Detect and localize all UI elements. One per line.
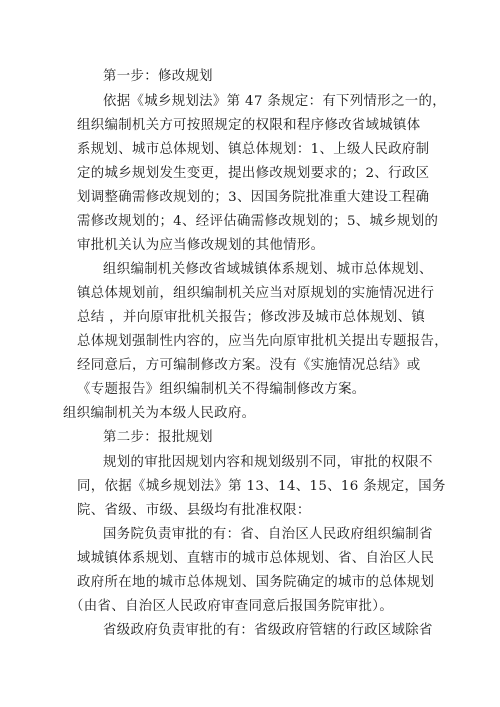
paragraph-line: 组织编制机关修改省域城镇体系规划、城市总体规划、 [103,262,433,277]
paragraph-line: 省级政府负责审批的有：省级政府管辖的行政区域除省 [103,623,433,638]
paragraph-line: 组织编制机关方可按照规定的权限和程序修改省域城镇体 [77,118,421,133]
paragraph-line: 需修改规划的；4、经评估确需修改规划的；5、城乡规划的 [77,214,439,229]
paragraph-line: 规划的审批因规划内容和规划级别不同，审批的权限不 [103,455,433,470]
paragraph-line: 系规划、城市总体规划、镇总体规划：1、上级人民政府制 [77,142,430,157]
paragraph-line: 定的城乡规划发生变更，提出修改规划要求的；2、行政区 [77,166,430,181]
paragraph-line: 同，依据《城乡规划法》第 13、14、15、16 条规定，国务 [77,479,446,494]
paragraph-line: 政府所在地的城市总体规划、国务院确定的城市的总体规划 [77,575,435,590]
paragraph-line: 国务院负责审批的有：省、自治区人民政府组织编制省 [103,527,433,542]
paragraph-line: 总结 ，并向原审批机关报告；修改涉及城市总体规划、镇 [77,310,426,325]
paragraph-line: （由省、自治区人民政府审查同意后报国务院审批）。 [70,599,394,614]
paragraph-line: 依据《城乡规划法》第 47 条规定：有下列情形之一的， [103,94,446,109]
paragraph-line: 《专题报告》组织编制机关不得编制修改方案。 [77,382,366,397]
heading-step-one: 第一步：修改规划 [103,69,213,84]
paragraph-line: 经同意后，方可编制修改方案。没有《实施情况总结》或 [77,358,421,373]
paragraph-line: 域城镇体系规划、直辖市的城市总体规划、省、自治区人民 [77,551,435,566]
heading-step-two: 第二步：报批规划 [103,430,213,445]
paragraph-line: 审批机关认为应当修改规划的其他情形。 [77,238,325,253]
paragraph-line: 院、省级、市级、县级均有批准权限： [77,503,311,518]
paragraph-line: 总体规划强制性内容的，应当先向原审批机关提出专题报告， [77,334,448,349]
paragraph-line: 镇总体规划前，组织编制机关应当对原规划的实施情况进行 [77,286,435,301]
paragraph-line: 组织编制机关为本级人民政府。 [63,406,256,421]
paragraph-line: 划调整确需修改规划的；3、因国务院批准重大建设工程确 [77,190,430,205]
